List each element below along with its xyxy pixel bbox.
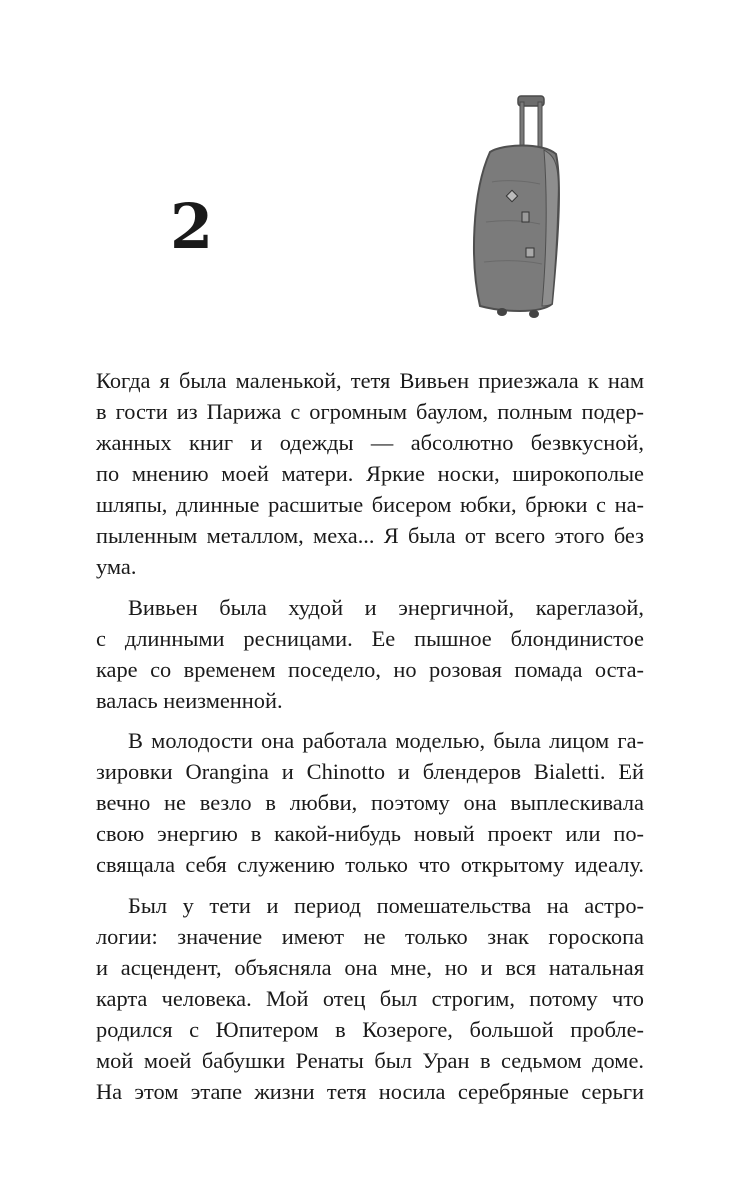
text-line: карта человека. Мой отец был строгим, потому что [96, 985, 644, 1011]
text-line: Вивьен была худой и энергичной, кареглазой, [128, 594, 644, 620]
body-text [96, 365, 644, 1116]
text-line: пыленным металлом, меха... Я была от всего этого без [96, 523, 644, 548]
text-line: каре со временем поседело, но розовая помада оста- [96, 656, 644, 682]
text-line: в гости из Парижа с огромным баулом, полным подер- [96, 399, 644, 424]
text-line: с длинными ресницами. Ее пышное блондинистое [96, 625, 644, 651]
text-line: по мнению моей матери. Яркие носки, широкополые [96, 461, 644, 486]
text-line: Был у тети и период помешательства на астро- [128, 892, 644, 918]
text-line: валась неизменной. [96, 687, 283, 713]
paragraph-4 [96, 890, 644, 1107]
paragraph-1 [96, 365, 644, 582]
text-line: свящала себя служению только что открытому идеалу. [96, 852, 644, 877]
text-line: жанных книг и одежды — абсолютно безвкусной, [96, 430, 644, 455]
chapter-number: 2 [170, 190, 214, 263]
text-line: шляпы, длинные расшитые бисером юбки, брюки с на- [96, 492, 644, 517]
text-line: мой моей бабушки Ренаты был Уран в седьмом доме. [96, 1047, 644, 1073]
text-line: родился с Юпитером в Козероге, большой пробле- [96, 1016, 644, 1042]
text-line: логии: значение имеют не только знак гороскопа [96, 923, 644, 949]
text-line: и асцендент, объясняла она мне, но и вся натальная [96, 954, 644, 980]
text-line: Когда я была маленькой, тетя Вивьен приезжала к нам [96, 368, 644, 393]
text-line: зировки Orangina и Chinotto и блендеров Bialetti. Ей [96, 759, 644, 784]
text-line: ума. [96, 554, 137, 579]
suitcase-handle [518, 96, 544, 150]
suitcase-illustration [462, 92, 572, 324]
text-line: свою энергию в какой-нибудь новый проект или по- [96, 821, 644, 846]
text-line: В молодости она работала моделью, была лицом га- [128, 728, 644, 753]
text-line: На этом этапе жизни тетя носила серебряные серьги [96, 1078, 644, 1104]
paragraph-2 [96, 592, 644, 716]
text-line: вечно не везло в любви, поэтому она выплескивала [96, 790, 644, 815]
paragraph-3 [96, 725, 644, 880]
